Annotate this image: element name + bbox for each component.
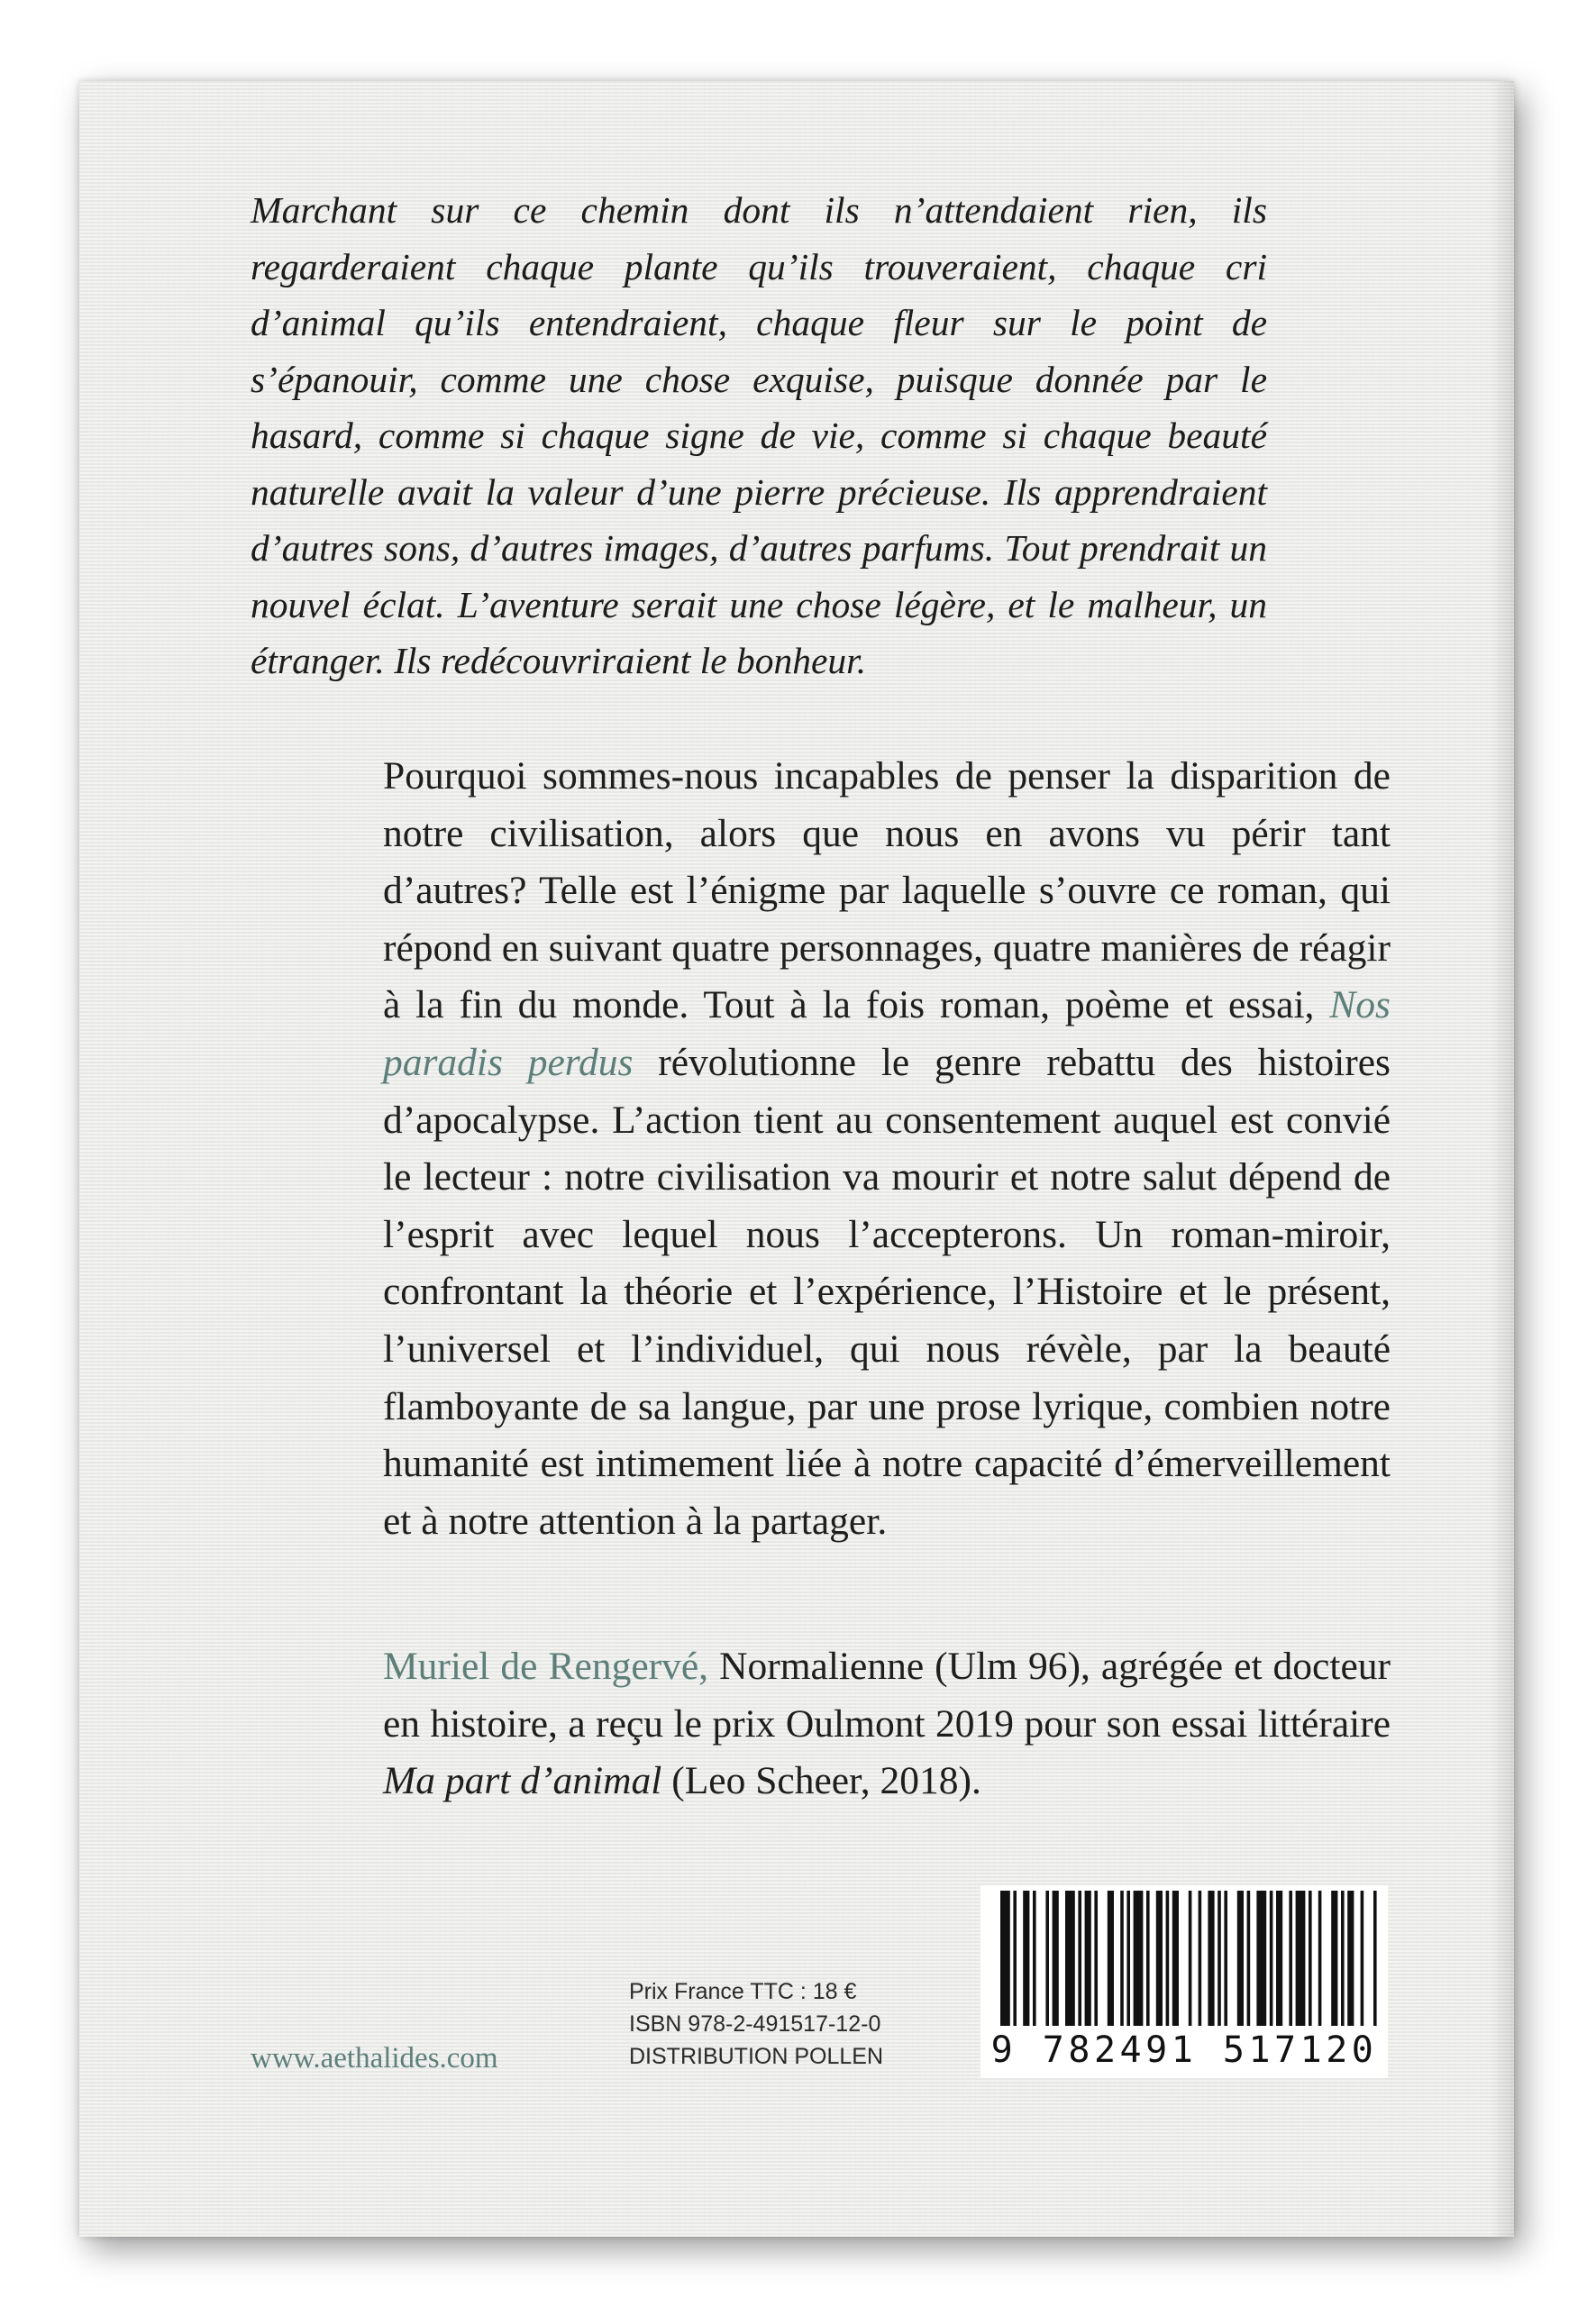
summary-text-start: Pourquoi sommes-nous incapables de penser la disparition de notre civilisation, alors que nous en avons vu périr tant d’autres? Telle est l’énigme par laquelle s’ouvre ce roman, qui répond en suivant quatre personnages, quatre manières de réagir à la fin du monde. Tout à la fois roman, poème et essai, [383,754,1391,1027]
bio-text-start: Normalienne (Ulm 96), agrégée et docteur en histoire, a reçu le prix Oulmont 2019 pour son essai littéraire [383,1645,1391,1746]
previous-book-title: Ma part d’animal [383,1759,662,1803]
barcode-bar [1023,1891,1029,2026]
barcode-bar [1000,1891,1010,2026]
barcode-bar [1256,1891,1266,2026]
barcode-bar [1033,1891,1036,2026]
barcode-bar [1172,1891,1179,2026]
barcode-bar [1085,1891,1091,2026]
isbn-barcode [980,1885,1388,2078]
book-summary [383,748,1391,1550]
distribution-label: DISTRIBUTION POLLEN [629,2044,883,2069]
barcode-bar [1218,1891,1221,2026]
barcode-bar [1373,1891,1377,2026]
barcode-bar [1065,1891,1075,2026]
barcode-bar [1247,1891,1251,2026]
barcode-bar [1361,1891,1364,2026]
book-title: Nos paradis perdus [383,983,1391,1084]
barcode-bar [1296,1891,1306,2026]
barcode-bar [1053,1891,1059,2026]
barcode-bar [1134,1891,1144,2026]
barcode-bar [1237,1891,1244,2026]
book-back-cover [79,81,1514,2237]
barcode-bar [1126,1891,1130,2026]
bio-text-end: (Leo Scheer, 2018). [661,1759,981,1803]
barcode-bar [1199,1891,1202,2026]
barcode-bar [1078,1891,1081,2026]
publisher-website: www.aethalides.com [251,2042,498,2074]
barcode-bar [1045,1891,1049,2026]
barcode-bar [1120,1891,1124,2026]
barcode-bar [1276,1891,1282,2026]
price-label: Prix France TTC : 18 € [629,1979,857,2004]
barcode-bar [1189,1891,1192,2026]
barcode-bar [1347,1891,1354,2026]
barcode-bar [1289,1891,1292,2026]
barcode-bar [1146,1891,1150,2026]
barcode-bar [1270,1891,1273,2026]
price-isbn-block [629,1975,883,2073]
barcode-bar [1318,1891,1322,2026]
barcode-bar [1309,1891,1312,2026]
author-bio [383,1638,1391,1810]
barcode-bar [1166,1891,1170,2026]
spine-shadow [1491,81,1514,2237]
summary-text-end: révolutionne le genre rebattu des histoires d’apocalypse. L’action tient au consentement auquel est convié le lecteur : notre civilisation va mourir et notre salut dépend de l’esprit avec lequel nous l’accepterons. Un roman-miroir, confrontant la théorie et l’expérience, l’Histoire et le présent, l’universel et l’individuel, qui nous révèle, par la beauté flamboyante de sa langue, par une prose lyrique, combien notre humanité est intimement liée à notre capacité d’émerveillement et à notre attention à la partager. [383,1040,1391,1543]
barcode-bar [1331,1891,1337,2026]
excerpt-quote: Marchant sur ce chemin dont ils n’attendaient rien, ils regarderaient chaque plante qu’ils trouveraient, chaque cri d’animal qu’ils entendraient, chaque fleur sur le point de s’épanouir, comme une chose exquise, puisque donnée par le hasard, comme si chaque signe de vie, comme si chaque beauté naturelle avait la valeur d’une pierre précieuse. Ils apprendraient d’autres sons, d’autres images, d’autres parfums. Tout prendrait un nouvel éclat. L’aventure serait une chose légère, et le malheur, un étranger. Ils redécouvriraient le bonheur. [251,189,1267,681]
barcode-bar [1094,1891,1098,2026]
isbn-label: ISBN 978-2-491517-12-0 [629,2011,881,2037]
barcode-bar [1224,1891,1227,2026]
barcode-bar [1108,1891,1114,2026]
author-name: Muriel de Rengervé, [383,1645,709,1688]
barcode-bar [1156,1891,1163,2026]
barcode-bar [1341,1891,1345,2026]
barcode-bar [1208,1891,1214,2026]
barcode-bar [1013,1891,1017,2026]
barcode-digits: 9 782491 517120 [990,2029,1378,2071]
